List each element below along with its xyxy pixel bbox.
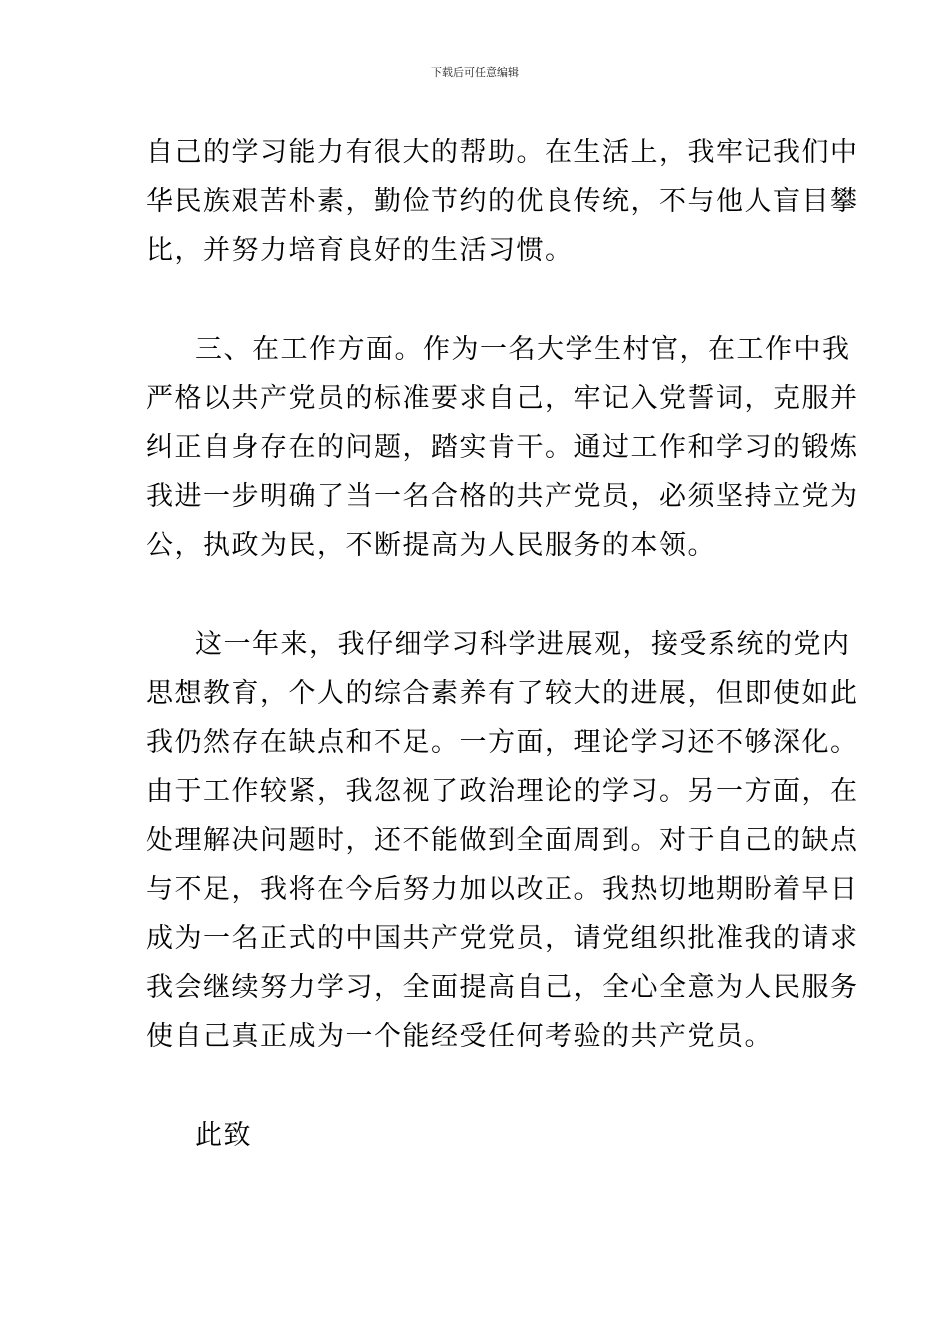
- paragraph-spacer: [146, 275, 811, 325]
- document-body: [146, 128, 859, 1160]
- text-line: 与不足，我将在今后努力加以改正。我热切地期盼着早日: [146, 874, 859, 905]
- text-line: 严格以共产党员的标准要求自己，牢记入党誓词，克服并: [146, 383, 859, 414]
- paragraph-spacer: [146, 1061, 811, 1111]
- paragraph-closing: [146, 1111, 811, 1160]
- closing-salutation: 此致: [195, 1120, 252, 1151]
- text-line: 我仍然存在缺点和不足。一方面，理论学习还不够深化。: [146, 727, 859, 758]
- paragraph-summary: [146, 620, 859, 1061]
- text-line: 处理解决问题时，还不能做到全面周到。对于自己的缺点: [146, 825, 859, 856]
- text-line: 自己的学习能力有很大的帮助。在生活上，我牢记我们中: [146, 137, 859, 168]
- text-line: 我进一步明确了当一名合格的共产党员，必须坚持立党为: [146, 481, 859, 512]
- paragraph-spacer: [146, 570, 811, 620]
- text-line: 我会继续努力学习，全面提高自己，全心全意为人民服务: [146, 972, 859, 1003]
- text-line: 成为一名正式的中国共产党党员，请党组织批准我的请求: [146, 923, 859, 954]
- text-line: 由于工作较紧，我忽视了政治理论的学习。另一方面，在: [146, 776, 859, 807]
- text-line: 公，执政为民，不断提高为人民服务的本领。: [146, 530, 716, 561]
- page-header: 下载后可任意编辑: [431, 66, 519, 79]
- text-line: 使自己真正成为一个能经受任何考验的共产党员。: [146, 1021, 773, 1052]
- text-line: 纠正自身存在的问题，踏实肯干。通过工作和学习的锻炼: [146, 432, 859, 463]
- text-line: 这一年来，我仔细学习科学进展观，接受系统的党内: [195, 629, 851, 660]
- paragraph-work: [146, 325, 859, 570]
- text-line: 比，并努力培育良好的生活习惯。: [146, 235, 574, 266]
- text-line: 三、在工作方面。作为一名大学生村官，在工作中我: [195, 334, 851, 365]
- text-line: 思想教育，个人的综合素养有了较大的进展，但即使如此: [146, 678, 859, 709]
- text-line: 华民族艰苦朴素，勤俭节约的优良传统，不与他人盲目攀: [146, 186, 859, 217]
- paragraph-life: [146, 128, 859, 275]
